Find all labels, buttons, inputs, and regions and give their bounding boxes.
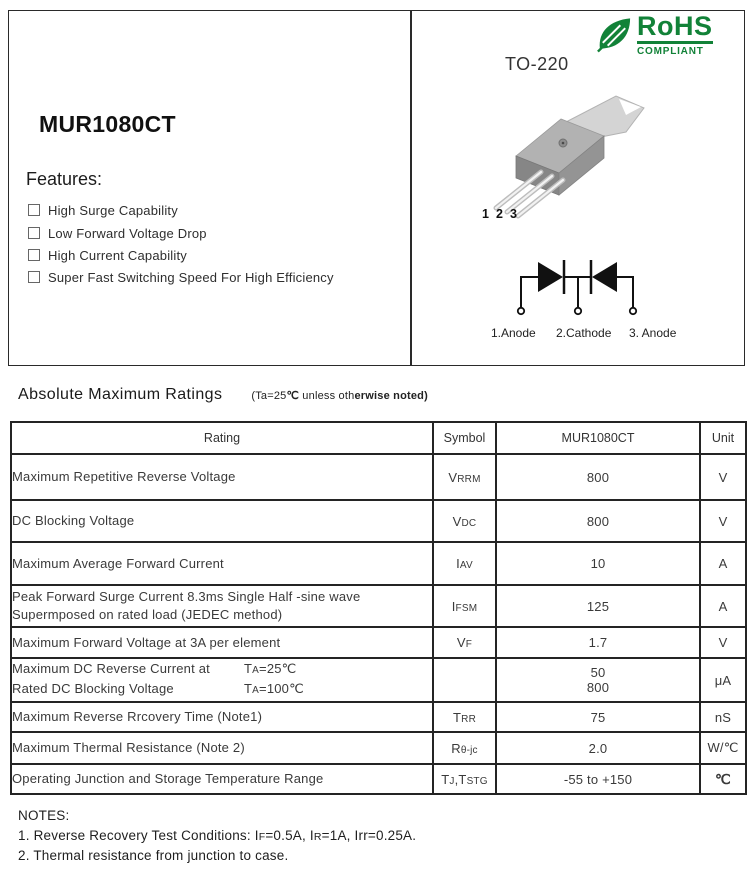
pin-assignment-cathode: 2.Cathode: [556, 326, 612, 340]
table-row: [11, 764, 746, 794]
header-symbol: Symbol: [433, 422, 496, 454]
table-header-row: [11, 422, 746, 454]
rating-cell: Maximum Thermal Resistance (Note 2): [11, 732, 433, 764]
panel-divider: [410, 11, 412, 365]
symbol-cell: IFSM: [433, 585, 496, 627]
product-title: MUR1080CT: [39, 111, 176, 137]
table-row: [11, 585, 746, 627]
to220-package-image: [456, 86, 666, 226]
rating-cell: Peak Forward Surge Current 8.3ms Single Half -sine wave Supermposed on rated load (JEDEC method): [11, 585, 433, 627]
symbol-cell: IAV: [433, 542, 496, 585]
symbol-cell: TRR: [433, 702, 496, 732]
symbol-cell: VF: [433, 627, 496, 658]
symbol-cell: Rθ-jc: [433, 732, 496, 764]
feature-label: High Surge Capability: [48, 203, 178, 218]
rating-cell: Maximum Reverse Rrcovery Time (Note1): [11, 702, 433, 732]
rating-cell: Maximum Repetitive Reverse Voltage: [11, 454, 433, 500]
feature-item: [28, 270, 334, 285]
header-unit: Unit: [700, 422, 746, 454]
table-row: [11, 732, 746, 764]
unit-cell: V: [700, 454, 746, 500]
symbol-cell: TJ,TSTG: [433, 764, 496, 794]
value-cell: 800: [496, 500, 700, 542]
table-row: [11, 454, 746, 500]
ratings-condition: (Ta=25℃ unless otherwise noted): [251, 390, 428, 402]
table-row: [11, 658, 746, 702]
unit-cell: V: [700, 500, 746, 542]
notes-heading: NOTES:: [18, 808, 70, 823]
table-row: [11, 500, 746, 542]
product-header-card: [8, 10, 745, 366]
pin-number-2: 2: [496, 207, 503, 221]
feature-item: [28, 248, 187, 263]
rating-cell: Maximum Forward Voltage at 3A per element: [11, 627, 433, 658]
symbol-cell: VRRM: [433, 454, 496, 500]
value-cell: 800: [496, 454, 700, 500]
symbol-cell: [433, 658, 496, 702]
note-line-2: 2. Thermal resistance from junction to case.: [18, 848, 289, 863]
value-cell: 2.0: [496, 732, 700, 764]
unit-cell: ℃: [700, 764, 746, 794]
checkbox-icon: [28, 249, 40, 261]
pin-number-3: 3: [510, 207, 517, 221]
checkbox-icon: [28, 204, 40, 216]
rohs-underline: [637, 41, 713, 44]
ratings-title: Absolute Maximum Ratings: [18, 386, 223, 403]
unit-cell: A: [700, 585, 746, 627]
rating-cell: Maximum Average Forward Current: [11, 542, 433, 585]
header-rating: Rating: [11, 422, 433, 454]
features-heading: Features:: [26, 169, 103, 189]
rohs-text: [637, 11, 713, 57]
ratings-section-header: [18, 386, 428, 404]
feature-label: Low Forward Voltage Drop: [48, 226, 207, 241]
pin-assignment-anode1: 1.Anode: [491, 326, 536, 340]
table-row: [11, 627, 746, 658]
value-cell: 1.7: [496, 627, 700, 658]
value-cell: 125: [496, 585, 700, 627]
value-cell: 10: [496, 542, 700, 585]
feature-item: [28, 203, 178, 218]
rohs-logo: [595, 11, 713, 57]
value-cell: 75: [496, 702, 700, 732]
unit-cell: nS: [700, 702, 746, 732]
value-cell: -55 to +150: [496, 764, 700, 794]
ratings-table: [10, 421, 747, 795]
feature-label: High Current Capability: [48, 248, 187, 263]
unit-cell: W/℃: [700, 732, 746, 764]
rohs-subtitle: COMPLIANT: [637, 45, 704, 57]
checkbox-icon: [28, 271, 40, 283]
unit-cell: μA: [700, 658, 746, 702]
unit-cell: A: [700, 542, 746, 585]
feature-label: Super Fast Switching Speed For High Efficiency: [48, 270, 334, 285]
rating-cell: Operating Junction and Storage Temperature Range: [11, 764, 433, 794]
feature-item: [28, 226, 207, 241]
pin-number-1: 1: [482, 207, 489, 221]
checkbox-icon: [28, 227, 40, 239]
table-row: [11, 542, 746, 585]
header-part: MUR1080CT: [496, 422, 700, 454]
package-name-label: TO-220: [505, 54, 569, 74]
value-cell: 50 800: [496, 658, 700, 702]
rohs-title: RoHS: [637, 11, 713, 41]
note-line-1: 1. Reverse Recovery Test Conditions: IF=0.5A, IR=1A, Irr=0.25A.: [18, 828, 417, 843]
unit-cell: V: [700, 627, 746, 658]
symbol-cell: VDC: [433, 500, 496, 542]
pin-assignment-anode3: 3. Anode: [629, 326, 677, 340]
rohs-leaf-icon: [595, 15, 634, 55]
table-row: [11, 702, 746, 732]
rating-cell: Maximum DC Reverse Current at TA=25℃ Rated DC Blocking Voltage TA=100℃: [11, 658, 433, 702]
rating-cell: DC Blocking Voltage: [11, 500, 433, 542]
